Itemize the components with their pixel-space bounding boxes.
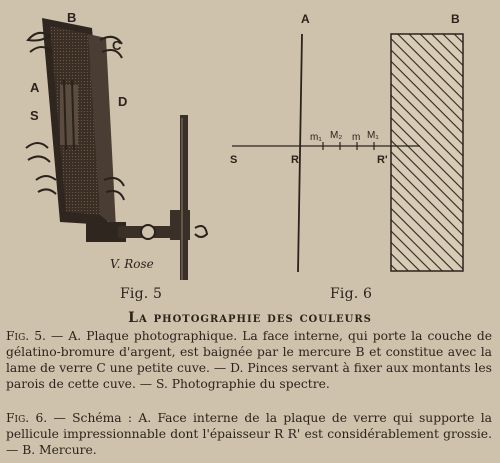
plate-face-line <box>298 34 302 272</box>
plate-frame <box>42 18 116 228</box>
label-m1: m₁ <box>310 132 322 143</box>
engraver-signature: V. Rose <box>110 257 154 271</box>
label-a: A <box>30 80 40 95</box>
label-M1: M₁ <box>367 130 379 141</box>
figure-5-caption: Fig. 5 <box>120 286 163 302</box>
label-b6: B <box>451 12 460 26</box>
label-s6: S <box>230 154 238 166</box>
caption-5-lead: Fig. 5. <box>6 329 46 343</box>
label-a6: A <box>301 12 310 26</box>
figure-6-schematic <box>230 0 500 285</box>
label-c: C <box>112 38 122 53</box>
label-d: D <box>118 94 128 109</box>
mercury-block <box>391 34 463 271</box>
support-rod <box>180 115 188 280</box>
caption-6-text: — Schéma : A. Face interne de la plaque de verre qui supporte la pellicule impressionnable dont l'épaisseur R R' est considérablement grossie. — B. Mercure. <box>6 411 493 457</box>
caption-6-lead: Fig. 6. <box>6 411 48 425</box>
caption-5-text: — A. Plaque photographique. La face interne, qui porte la couche de gélatino-bromure d'argent, est baignée par le mercure B et constitue avec la lame de verre C une petite cuve. — D. Pinces servant à fixer aux montants les parois de cette cuve. — S. Photographie du spectre. <box>6 329 492 391</box>
figure-5-illustration <box>0 0 240 285</box>
label-s: S <box>30 108 39 123</box>
caption-figure-6 <box>6 410 492 458</box>
figure-6-caption: Fig. 6 <box>330 286 373 302</box>
label-M2: M₂ <box>330 130 343 141</box>
page-title: La photographie des couleurs <box>128 310 372 326</box>
label-m: m <box>352 132 361 143</box>
caption-figure-5 <box>6 328 492 392</box>
label-r: R <box>291 154 299 166</box>
label-b: B <box>67 10 77 25</box>
label-r-prime: R' <box>377 154 388 166</box>
